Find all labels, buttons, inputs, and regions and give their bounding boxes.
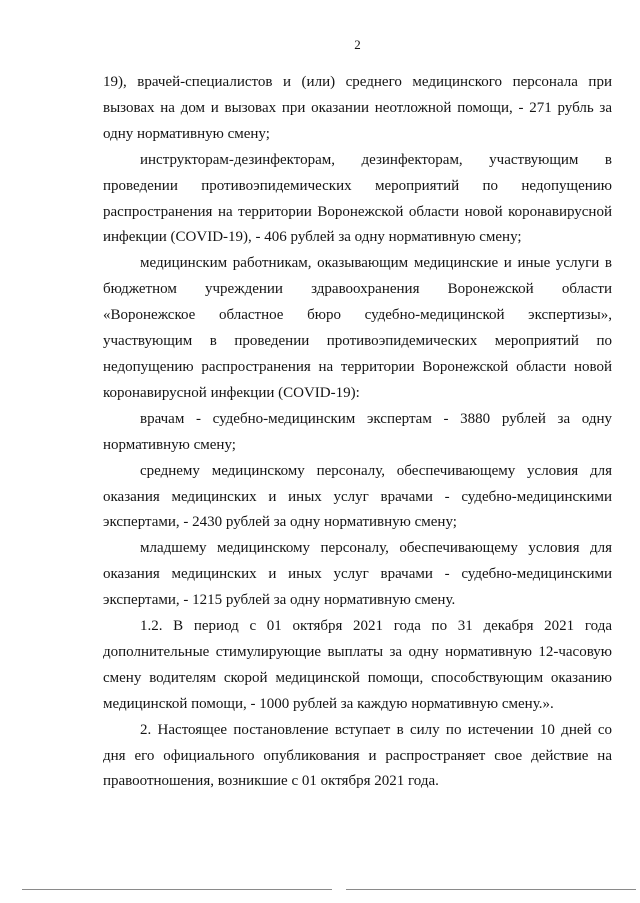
- text-line: медицинской помощи, - 1000 рублей за каждую нормативную смену.».: [103, 695, 554, 712]
- text-line: инструкторам-дезинфекторам, дезинфекторам, участвующим в: [140, 151, 612, 168]
- text-line: одну нормативную смену;: [103, 125, 270, 142]
- text-line: инфекции (COVID-19), - 406 рублей за одну нормативную смену;: [103, 229, 522, 246]
- paragraph: [103, 536, 612, 614]
- text-line: оказания медицинских и иных услуг врачами - судебно-медицинскими: [103, 566, 612, 583]
- text-line: проведении противоэпидемических мероприятий по недопущению: [103, 177, 612, 194]
- document-body: [103, 70, 612, 795]
- text-line: дополнительные стимулирующие выплаты за одну нормативную 12-часовую: [103, 643, 612, 660]
- paragraph: [103, 148, 612, 252]
- paragraph: [103, 251, 612, 406]
- paragraph: [103, 70, 612, 148]
- text-line: дня его официального опубликования и распространяет свое действие на: [103, 747, 612, 764]
- text-line: оказания медицинских и иных услуг врачами - судебно-медицинскими: [103, 488, 612, 505]
- text-line: правоотношения, возникшие с 01 октября 2021 года.: [103, 773, 439, 790]
- paragraph: [103, 614, 612, 718]
- text-line: среднему медицинскому персоналу, обеспечивающему условия для: [140, 462, 612, 479]
- text-line: коронавирусной инфекции (COVID-19):: [103, 384, 360, 401]
- scan-edge-line: [22, 889, 332, 890]
- text-line: «Воронежское областное бюро судебно-медицинской экспертизы»,: [103, 307, 612, 324]
- text-line: распространения на территории Воронежской области новой коронавирусной: [103, 203, 612, 220]
- text-line: участвующим в проведении противоэпидемических мероприятий по: [103, 333, 612, 350]
- text-line: смену водителям скорой медицинской помощи, способствующим оказанию: [103, 669, 612, 686]
- text-line: 19), врачей-специалистов и (или) среднего медицинского персонала при: [103, 74, 612, 90]
- text-line: недопущению распространения на территории Воронежской области новой: [103, 358, 612, 375]
- text-line: вызовах на дом и вызовах при оказании неотложной помощи, - 271 рубль за: [103, 99, 612, 116]
- text-line: 2. Настоящее постановление вступает в силу по истечении 10 дней со: [140, 721, 612, 738]
- text-line: врачам - судебно-медицинским экспертам - 3880 рублей за одну: [140, 410, 612, 427]
- text-line: нормативную смену;: [103, 436, 236, 453]
- text-line: медицинским работникам, оказывающим медицинские и иные услуги в: [140, 255, 612, 272]
- text-line: бюджетном учреждении здравоохранения Воронежской области: [103, 281, 612, 298]
- text-line: экспертами, - 1215 рублей за одну нормативную смену.: [103, 592, 456, 609]
- page-number: 2: [354, 37, 361, 52]
- text-line: 1.2. В период с 01 октября 2021 года по 31 декабря 2021 года: [140, 618, 612, 635]
- scan-edge-line: [346, 889, 636, 890]
- paragraph: [103, 459, 612, 537]
- paragraph: [103, 407, 612, 459]
- text-line: экспертами, - 2430 рублей за одну нормативную смену;: [103, 514, 457, 531]
- text-line: младшему медицинскому персоналу, обеспечивающему условия для: [140, 540, 612, 557]
- paragraph: [103, 718, 612, 796]
